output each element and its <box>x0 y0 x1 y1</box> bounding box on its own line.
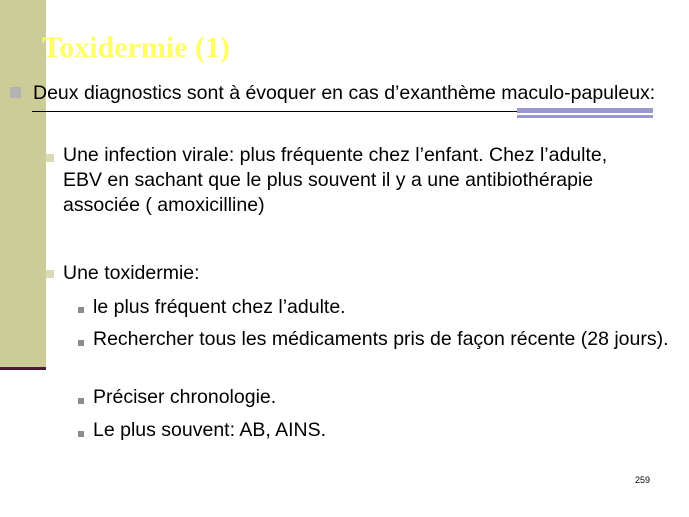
title-underline <box>32 111 517 112</box>
bullet-square-icon <box>78 307 84 313</box>
bullet-square-icon <box>78 340 84 346</box>
bullet-square-icon <box>10 87 21 98</box>
bullet-square-icon <box>46 270 54 278</box>
sub-sub-bullet: le plus fréquent chez l’adulte. <box>93 296 346 318</box>
page-number: 259 <box>634 475 650 485</box>
accent-bar <box>517 108 653 113</box>
bullet-main: Deux diagnostics sont à évoquer en cas d’exanthème maculo-papuleux: <box>33 82 656 104</box>
sub-bullet: Une infection virale: plus fréquente chez l’enfant. Chez l’adulte, EBV en sachant que le plus souvent il y a une antibiothérapie associée ( amoxicilline) <box>63 144 608 216</box>
sidebar-divider <box>0 367 46 370</box>
sidebar-decoration <box>0 0 46 367</box>
bullet-square-icon <box>78 398 84 404</box>
sub-sub-bullet: Rechercher tous les médicaments pris de façon récente (28 jours). <box>93 328 669 350</box>
slide-title: Toxidermie (1) <box>42 31 231 64</box>
accent-bar-secondary <box>517 115 653 118</box>
sub-bullet: Une toxidermie: <box>63 262 200 284</box>
sub-sub-bullet: Le plus souvent: AB, AINS. <box>93 419 327 441</box>
bullet-square-icon <box>46 154 54 162</box>
sub-sub-bullet: Préciser chronologie. <box>93 386 277 408</box>
bullet-square-icon <box>78 431 84 437</box>
